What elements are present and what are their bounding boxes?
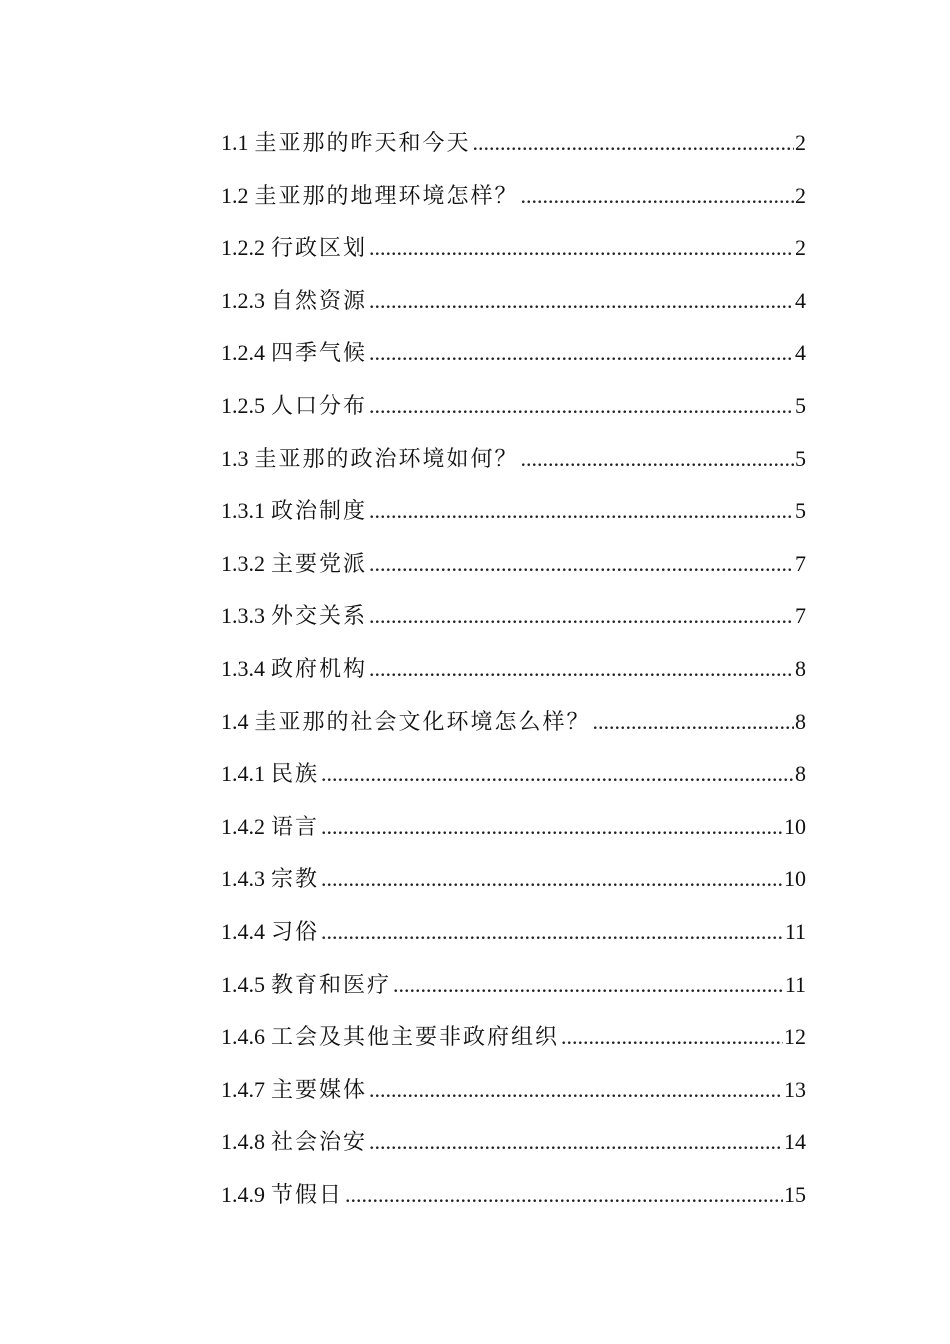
toc-entry-page: 5 — [795, 445, 806, 471]
toc-entry-page: 8 — [795, 708, 806, 734]
toc-entry-number: 1.3.2 — [221, 550, 265, 576]
toc-entry-number: 1.4.5 — [221, 971, 265, 997]
toc-dot-leader — [369, 643, 794, 696]
toc-entry-number: 1.4.3 — [221, 866, 265, 892]
toc-entry-number: 1.4.9 — [221, 1181, 265, 1207]
toc-entry-title: 外交关系 — [271, 603, 368, 629]
toc-entry-number: 1.3.4 — [221, 655, 265, 681]
toc-entry-1-4-7[interactable] — [221, 1064, 806, 1117]
toc-entry-title: 四季气候 — [271, 340, 368, 366]
toc-entry-title: 人口分布 — [271, 392, 368, 418]
toc-entry-page: 11 — [784, 918, 806, 944]
toc-entry-1-4-6[interactable] — [221, 1011, 806, 1064]
toc-entry-title: 社会治安 — [271, 1129, 368, 1155]
toc-dot-leader — [321, 906, 784, 959]
toc-entry-number: 1.3.1 — [221, 498, 265, 524]
toc-entry-number: 1.4.8 — [221, 1129, 265, 1155]
toc-entry-page: 4 — [795, 340, 806, 366]
toc-entry-1-4-2[interactable] — [221, 801, 806, 854]
toc-entry-number: 1.4.6 — [221, 1024, 265, 1050]
toc-entry-title: 圭亚那的社会文化环境怎么样？ — [254, 708, 591, 734]
toc-dot-leader — [561, 1011, 783, 1064]
toc-dot-leader — [521, 433, 794, 486]
toc-entry-page: 5 — [795, 498, 806, 524]
toc-entry-page: 15 — [784, 1181, 806, 1207]
toc-dot-leader — [321, 801, 783, 854]
toc-entry-title: 自然资源 — [271, 287, 368, 313]
toc-entry-page: 7 — [795, 550, 806, 576]
toc-entry-1-3-3[interactable] — [221, 590, 806, 643]
toc-dot-leader — [369, 380, 794, 433]
toc-entry-number: 1.4 — [221, 708, 249, 734]
toc-entry-page: 8 — [795, 655, 806, 681]
toc-entry-1-4-8[interactable] — [221, 1116, 806, 1169]
toc-dot-leader — [473, 117, 794, 170]
toc-entry-title: 主要党派 — [271, 550, 368, 576]
toc-entry-page: 10 — [784, 813, 806, 839]
toc-entry-page: 7 — [795, 603, 806, 629]
toc-entry-title: 工会及其他主要非政府组织 — [271, 1024, 560, 1050]
toc-entry-number: 1.2 — [221, 182, 249, 208]
toc-entry-page: 2 — [795, 130, 806, 155]
toc-entry-title: 节假日 — [271, 1181, 344, 1207]
toc-entry-number: 1.4.2 — [221, 813, 265, 839]
toc-dot-leader — [369, 538, 794, 591]
toc-dot-leader — [369, 590, 794, 643]
toc-entry-1-4-5[interactable] — [221, 959, 806, 1012]
toc-entry-1-2-4[interactable] — [221, 327, 806, 380]
toc-entry-title: 宗教 — [271, 866, 320, 892]
toc-entry-1-4-3[interactable] — [221, 853, 806, 906]
toc-entry-number: 1.3 — [221, 445, 249, 471]
toc-dot-leader — [345, 1169, 783, 1222]
toc-entry-page: 12 — [784, 1024, 806, 1050]
toc-dot-leader — [593, 696, 794, 749]
toc-dot-leader — [369, 327, 794, 380]
toc-entry-1-3-4[interactable] — [221, 643, 806, 696]
toc-entry-number: 1.4.7 — [221, 1076, 265, 1102]
toc-entry-number: 1.2.3 — [221, 287, 265, 313]
toc-dot-leader — [321, 748, 794, 801]
toc-entry-1-2[interactable] — [221, 170, 806, 223]
toc-entry-title: 行政区划 — [271, 235, 368, 261]
toc-entry-1-4-9[interactable] — [221, 1169, 806, 1222]
toc-dot-leader — [369, 1064, 783, 1117]
toc-entry-1-3[interactable] — [221, 433, 806, 486]
toc-entry-1-2-2[interactable] — [221, 222, 806, 275]
toc-entry-title: 政治制度 — [271, 498, 368, 524]
toc-entry-title: 圭亚那的昨天和今天 — [254, 130, 471, 155]
toc-entry-page: 13 — [784, 1076, 806, 1102]
toc-dot-leader — [521, 170, 794, 223]
toc-entry-page: 2 — [795, 235, 806, 261]
toc-entry-title: 语言 — [271, 813, 320, 839]
toc-entry-1-4-4[interactable] — [221, 906, 806, 959]
table-of-contents — [221, 117, 806, 1221]
toc-entry-number: 1.3.3 — [221, 603, 265, 629]
toc-entry-title: 民族 — [271, 761, 320, 787]
toc-dot-leader — [321, 853, 783, 906]
toc-entry-number: 1.2.2 — [221, 235, 265, 261]
toc-entry-1-3-2[interactable] — [221, 538, 806, 591]
toc-entry-number: 1.4.1 — [221, 761, 265, 787]
toc-entry-1-1[interactable] — [221, 117, 806, 170]
toc-entry-1-2-5[interactable] — [221, 380, 806, 433]
toc-entry-number: 1.4.4 — [221, 918, 265, 944]
toc-dot-leader — [369, 222, 794, 275]
toc-entry-page: 4 — [795, 287, 806, 313]
toc-entry-number: 1.1 — [221, 130, 249, 155]
toc-entry-title: 主要媒体 — [271, 1076, 368, 1102]
toc-dot-leader — [393, 959, 784, 1012]
toc-entry-title: 政府机构 — [271, 655, 368, 681]
toc-entry-title: 习俗 — [271, 918, 320, 944]
toc-entry-1-4-1[interactable] — [221, 748, 806, 801]
toc-entry-1-4[interactable] — [221, 696, 806, 749]
toc-entry-title: 圭亚那的地理环境怎样？ — [254, 182, 519, 208]
toc-entry-1-2-3[interactable] — [221, 275, 806, 328]
toc-entry-page: 2 — [795, 182, 806, 208]
toc-entry-page: 10 — [784, 866, 806, 892]
toc-entry-1-3-1[interactable] — [221, 485, 806, 538]
toc-entry-number: 1.2.4 — [221, 340, 265, 366]
toc-entry-page: 5 — [795, 392, 806, 418]
toc-entry-title: 圭亚那的政治环境如何？ — [254, 445, 519, 471]
toc-entry-page: 14 — [784, 1129, 806, 1155]
toc-dot-leader — [369, 1116, 783, 1169]
toc-entry-number: 1.2.5 — [221, 392, 265, 418]
toc-entry-page: 8 — [795, 761, 806, 787]
toc-entry-title: 教育和医疗 — [271, 971, 392, 997]
toc-entry-page: 11 — [784, 971, 806, 997]
toc-dot-leader — [369, 275, 794, 328]
toc-dot-leader — [369, 485, 794, 538]
